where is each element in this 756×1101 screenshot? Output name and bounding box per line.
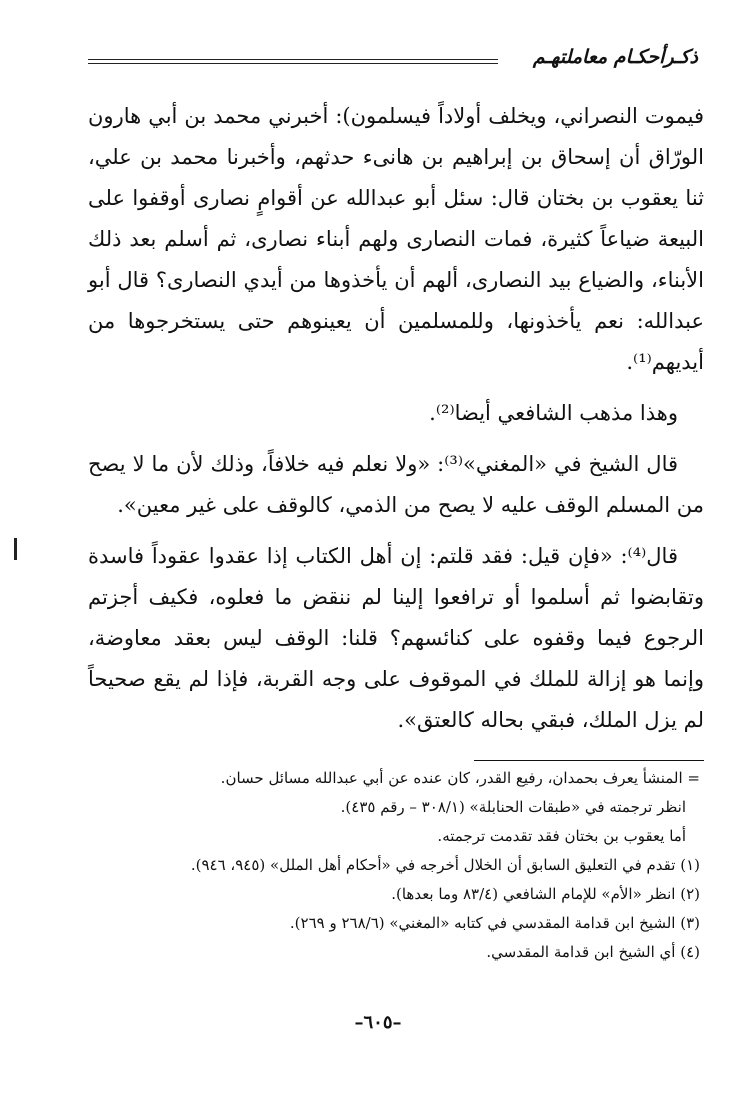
footnote-3: (٣) الشيخ ابن قدامة المقدسي في كتابه «المغني» (٢٦٨/٦ و ٢٦٩). (289, 914, 700, 932)
paragraph-4: قال⁽⁴⁾: «فإن قيل: فقد قلتم: إن أهل الكتاب إذا عقدوا عقوداً فاسدة وتقابضوا ثم أسلموا أو ترافعوا إلينا لم ننقض ما فعلوه، فكيف أجزتم الرجوع فيما وقفوه على كنائسهم؟ قلنا: الوقف ليس بعقد معاوضة، وإنما هو إزالة للملك في الموقوف على وجه القربة، فإذا لم يقع صحيحاً لم يزل الملك، فبقي بحاله كالعتق». (88, 544, 704, 732)
running-header (88, 46, 698, 74)
footnotes (100, 764, 700, 967)
footnote-continuation: = المنشأ يعرف بحمدان، رفيع القدر، كان عنده عن أبي عبدالله مسائل حسان. (220, 769, 700, 787)
header-title: ذكـرأحكـام معاملتهـم (532, 46, 698, 68)
footnote-4: (٤) أي الشيخ ابن قدامة المقدسي. (486, 943, 700, 961)
footnote-continuation-2: انظر ترجمته في «طبقات الحنابلة» (٣٠٨/١ – رقم ٤٣٥). (340, 798, 686, 816)
header-rule (88, 59, 498, 64)
page-number: –٦٠٥– (354, 1012, 402, 1033)
paragraph-2: وهذا مذهب الشافعي أيضا⁽²⁾. (429, 401, 678, 425)
footnote-separator (474, 760, 704, 761)
footnote-2: (٢) انظر «الأم» للإمام الشافعي (٨٣/٤ وما بعدها). (391, 885, 700, 903)
paragraph-1: فيموت النصراني، ويخلف أولاداً فيسلمون): أخبرني محمد بن أبي هارون الورّاق أن إسحاق بن إبراهيم بن هانىء حدثهم، وأخبرنا محمد بن علي، ثنا يعقوب بن بختان قال: سئل أبو عبدالله عن أقوامٍ نصارى أوقفوا على البيعة ضياعاً كثيرة، فمات النصارى ولهم أبناء نصارى، ثم أسلم بعد ذلك الأبناء، والضياع بيد النصارى، ألهم أن يأخذوها من أيدي النصارى؟ قال أبو عبدالله: نعم يأخذونها، وللمسلمين أن يعينوهم حتى يستخرجوها من أيديهم⁽¹⁾. (88, 104, 704, 374)
footnote-1: (١) تقدم في التعليق السابق أن الخلال أخرجه في «أحكام أهل الملل» (٩٤٥، ٩٤٦). (190, 856, 700, 874)
margin-mark (14, 538, 17, 560)
paragraph-3: قال الشيخ في «المغني»⁽³⁾: «ولا نعلم فيه خلافاً، وذلك لأن ما لا يصح من المسلم الوقف عليه لا يصح من الذمي، كالوقف على غير معين». (88, 452, 704, 517)
main-text (88, 96, 704, 741)
footnote-continuation-3: أما يعقوب بن بختان فقد تقدمت ترجمته. (437, 827, 686, 845)
